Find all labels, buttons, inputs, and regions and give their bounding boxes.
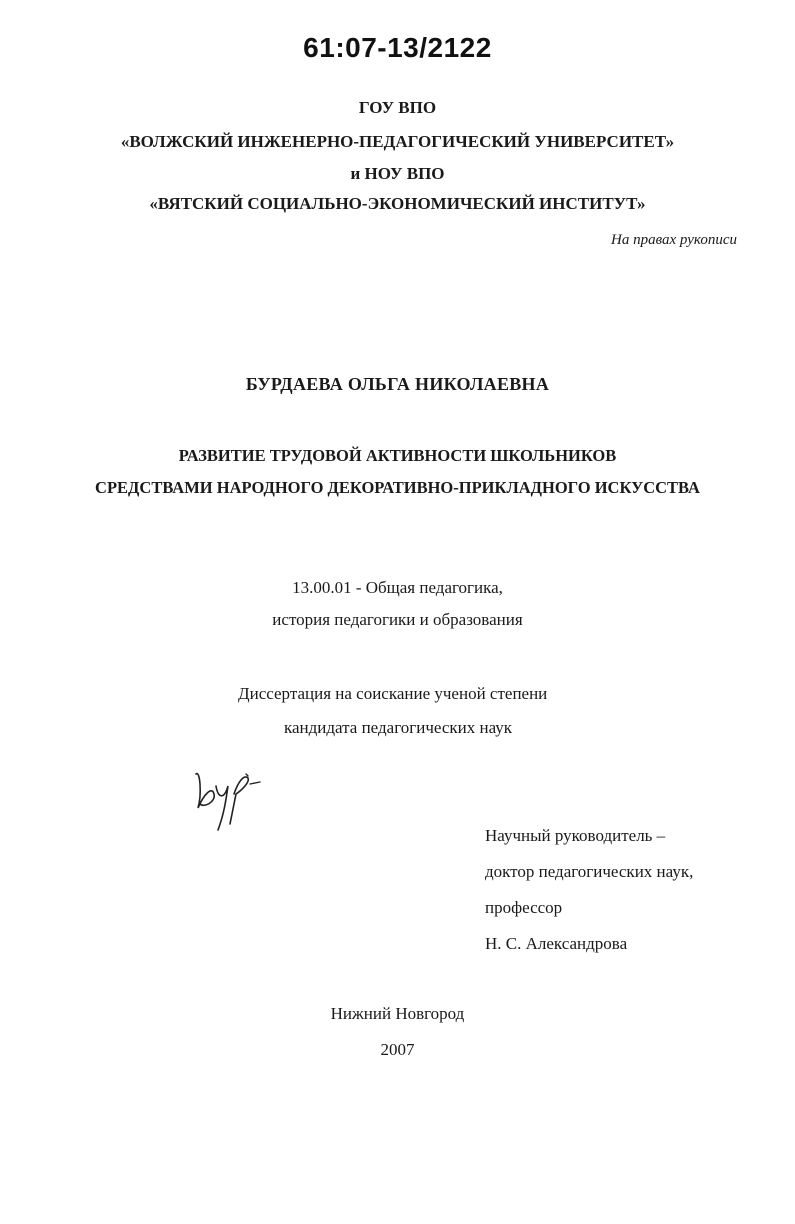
supervisor-name: Н. С. Александрова [485,934,628,953]
registration-code: 61:07-13/2122 [303,32,492,63]
institution-line-4: «ВЯТСКИЙ СОЦИАЛЬНО-ЭКОНОМИЧЕСКИЙ ИНСТИТУТ» [149,194,646,213]
rights-note: На правах рукописи [611,232,737,248]
supervisor-line-1: Научный руководитель – [485,826,666,845]
degree-line-1: Диссертация на соискание ученой степени [238,684,548,703]
degree-line-2: кандидата педагогических наук [284,718,513,737]
dissertation-title-line-2: СРЕДСТВАМИ НАРОДНОГО ДЕКОРАТИВНО-ПРИКЛАДНОГО ИСКУССТВА [95,478,700,497]
year: 2007 [380,1040,415,1059]
institution-line-2: «ВОЛЖСКИЙ ИНЖЕНЕРНО-ПЕДАГОГИЧЕСКИЙ УНИВЕРСИТЕТ» [120,132,675,151]
author-name: БУРДАЕВА ОЛЬГА НИКОЛАЕВНА [245,374,550,394]
supervisor-line-2: доктор педагогических наук, [485,862,694,881]
specialty-line-2: история педагогики и образования [272,610,523,629]
supervisor-line-3: профессор [485,898,563,917]
handwritten-signature-icon [190,764,270,839]
specialty-line-1: 13.00.01 - Общая педагогика, [292,578,503,597]
institution-line-1: ГОУ ВПО [358,98,437,117]
city: Нижний Новгород [330,1004,465,1023]
institution-line-3: и НОУ ВПО [350,164,445,183]
dissertation-title-line-1: РАЗВИТИЕ ТРУДОВОЙ АКТИВНОСТИ ШКОЛЬНИКОВ [178,446,617,465]
